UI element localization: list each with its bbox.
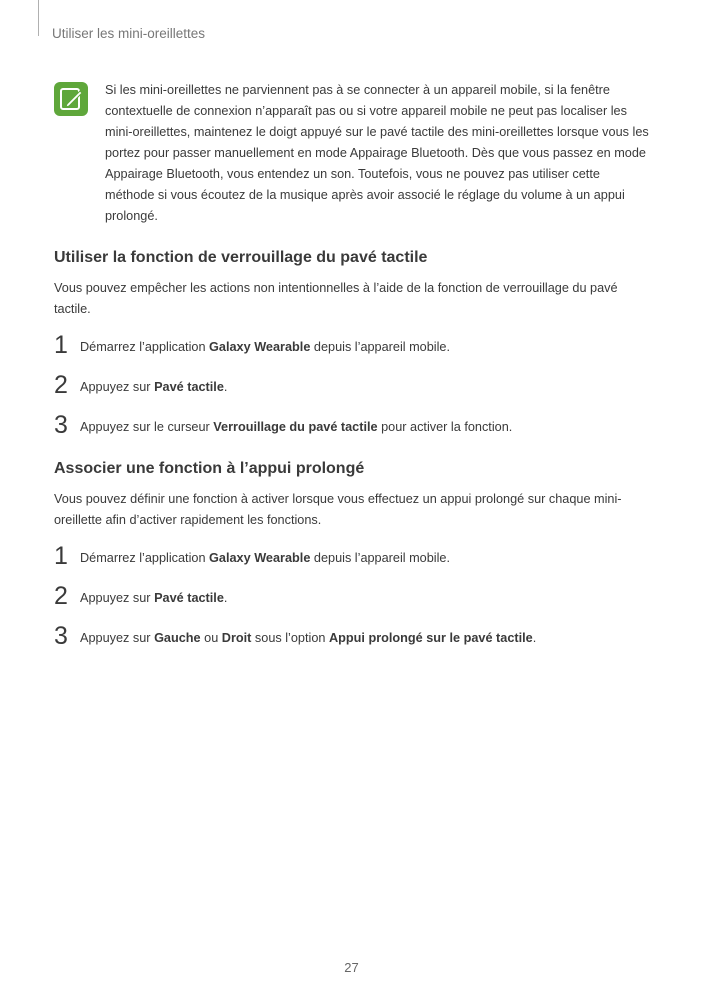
- header-rule: [38, 0, 39, 36]
- note-text: Si les mini-oreillettes ne parviennent pas à se connecter à un appareil mobile, si la fenêtre contextuelle de connexion n’apparaît pas ou si votre appareil mobile ne peut pas localiser les mini-oreillettes, maintenez le doigt appuyé sur le pavé tactile des mini-oreillettes lorsque vous les portez pour passer manuellement en mode Appairage Bluetooth. Dès que vous passez en mode Appairage Bluetooth, vous entendez un son. Toutefois, vous ne pouvez pas utiliser cette méthode si vous écoutez de la musique après avoir associé le réglage du volume à un appui prolongé.: [105, 83, 649, 223]
- step-item: [54, 622, 654, 668]
- page-header-title: Utiliser les mini-oreillettes: [52, 26, 206, 41]
- step-item: [54, 331, 654, 377]
- steps-list-2: [54, 542, 654, 668]
- step-number: 1: [54, 542, 68, 570]
- step-item: [54, 582, 654, 628]
- section-title: Associer une fonction à l’appui prolongé: [54, 460, 365, 477]
- note-pencil-icon: [54, 82, 88, 116]
- step-number: 3: [54, 411, 68, 439]
- step-number: 2: [54, 371, 68, 399]
- section-title: Utiliser la fonction de verrouillage du pavé tactile: [54, 249, 428, 266]
- step-text: Appuyez sur Pavé tactile.: [80, 380, 228, 394]
- step-text: Appuyez sur le curseur Verrouillage du pavé tactile pour activer la fonction.: [80, 420, 513, 434]
- step-text: Démarrez l’application Galaxy Wearable depuis l’appareil mobile.: [80, 340, 451, 354]
- page-number: 27: [344, 960, 359, 975]
- section-touchpad-lock: [54, 249, 654, 320]
- section-long-press: [54, 460, 654, 531]
- section-description: Vous pouvez empêcher les actions non intentionnelles à l’aide de la fonction de verrouillage du pavé tactile.: [54, 281, 618, 316]
- steps-list-1: [54, 331, 654, 457]
- section-description: Vous pouvez définir une fonction à activer lorsque vous effectuez un appui prolongé sur chaque mini-oreillette afin d’activer rapidement les fonctions.: [54, 492, 622, 527]
- step-text: Appuyez sur Gauche ou Droit sous l’option Appui prolongé sur le pavé tactile.: [80, 631, 537, 645]
- step-item: [54, 371, 654, 417]
- step-item: [54, 542, 654, 588]
- step-text: Appuyez sur Pavé tactile.: [80, 591, 228, 605]
- step-number: 3: [54, 622, 68, 650]
- step-text: Démarrez l’application Galaxy Wearable depuis l’appareil mobile.: [80, 551, 451, 565]
- step-item: [54, 411, 654, 457]
- note-box: [54, 80, 650, 227]
- step-number: 1: [54, 331, 68, 359]
- step-number: 2: [54, 582, 68, 610]
